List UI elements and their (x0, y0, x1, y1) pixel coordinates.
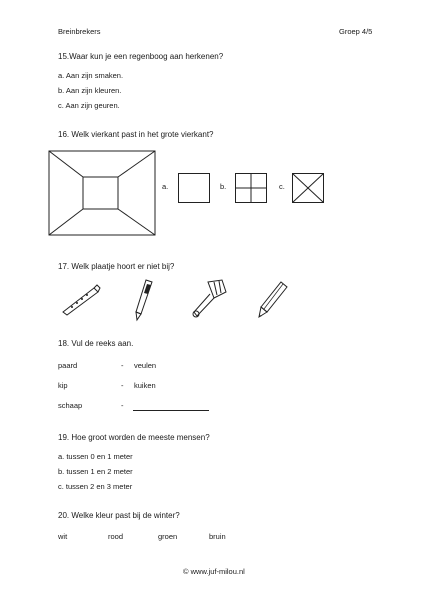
q19-option-a: a. tussen 0 en 1 meter (58, 452, 133, 461)
flute-icon (60, 282, 102, 316)
q18-answer-blank[interactable] (133, 410, 209, 411)
q18-row2-right: kuiken (134, 381, 156, 390)
q20-option-bruin: bruin (209, 532, 226, 541)
q18-row3-left: schaap (58, 401, 83, 410)
q19-option-b: b. tussen 1 en 2 meter (58, 467, 133, 476)
question-15: 15.Waar kun je een regenboog aan herkenen? (58, 52, 224, 61)
square-option-c (292, 173, 324, 203)
q16-label-b: b. (220, 182, 227, 191)
question-20: 20. Welke kleur past bij de winter? (58, 511, 180, 520)
pen-icon (132, 278, 158, 322)
q19-option-c: c. tussen 2 en 3 meter (58, 482, 133, 491)
q18-row1-right: veulen (134, 361, 157, 370)
brush-icon (188, 278, 230, 320)
big-square-figure (48, 150, 156, 236)
q20-option-wit: wit (58, 532, 68, 541)
q15-option-c: c. Aan zijn geuren. (58, 101, 120, 110)
q18-row1-dash: - (121, 361, 124, 370)
q18-row2-dash: - (121, 381, 124, 390)
question-17: 17. Welk plaatje hoort er niet bij? (58, 262, 175, 271)
question-18: 18. Vul de reeks aan. (58, 339, 134, 348)
q18-row3-dash: - (121, 401, 124, 410)
q15-option-b: b. Aan zijn kleuren. (58, 86, 122, 95)
q16-label-a: a. (162, 182, 169, 191)
header-right: Groep 4/5 (339, 27, 373, 36)
q16-label-c: c. (279, 182, 285, 191)
q18-row2-left: kip (58, 381, 68, 390)
q20-option-groen: groen (158, 532, 178, 541)
q18-row1-left: paard (58, 361, 78, 370)
header-left: Breinbrekers (58, 27, 101, 36)
q20-option-rood: rood (108, 532, 124, 541)
footer-copyright: © www.juf-milou.nl (183, 567, 245, 576)
question-16: 16. Welk vierkant past in het grote vierkant? (58, 130, 214, 139)
square-option-b (235, 173, 267, 203)
question-19: 19. Hoe groot worden de meeste mensen? (58, 433, 210, 442)
square-option-a (178, 173, 210, 203)
q15-option-a: a. Aan zijn smaken. (58, 71, 124, 80)
pencil-icon (255, 280, 291, 320)
